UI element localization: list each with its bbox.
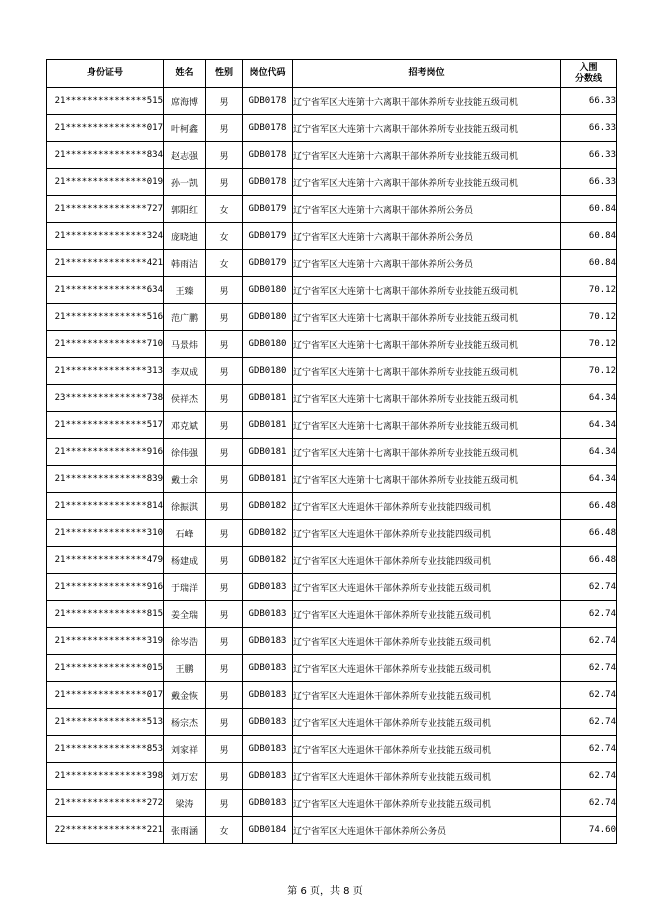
position-cell: 辽宁省军区大连退休干部休养所专业技能五级司机: [293, 736, 561, 763]
cutoff-score-cell: 66.33: [561, 88, 617, 115]
id-number-cell: 21***************727: [47, 196, 164, 223]
gender-cell: 女: [206, 196, 243, 223]
position-code-cell: GDB0183: [243, 682, 293, 709]
cutoff-score-cell: 70.12: [561, 331, 617, 358]
position-code-cell: GDB0183: [243, 601, 293, 628]
id-number-cell: 21***************310: [47, 520, 164, 547]
position-code-cell: GDB0180: [243, 277, 293, 304]
gender-cell: 男: [206, 493, 243, 520]
position-code-cell: GDB0181: [243, 439, 293, 466]
position-cell: 辽宁省军区大连第十六离职干部休养所专业技能五级司机: [293, 142, 561, 169]
name-cell: 庞晓迪: [164, 223, 206, 250]
position-code-cell: GDB0179: [243, 223, 293, 250]
position-code-cell: GDB0183: [243, 709, 293, 736]
header-position: 招考岗位: [293, 60, 561, 88]
gender-cell: 男: [206, 682, 243, 709]
table-row: [47, 358, 617, 385]
table-row: [47, 817, 617, 844]
position-cell: 辽宁省军区大连第十七离职干部休养所专业技能五级司机: [293, 304, 561, 331]
id-number-cell: 21***************019: [47, 169, 164, 196]
cutoff-score-cell: 60.84: [561, 196, 617, 223]
cutoff-score-cell: 66.33: [561, 115, 617, 142]
table-row: [47, 493, 617, 520]
cutoff-score-cell: 62.74: [561, 709, 617, 736]
position-cell: 辽宁省军区大连退休干部休养所专业技能五级司机: [293, 601, 561, 628]
name-cell: 叶柯鑫: [164, 115, 206, 142]
gender-cell: 男: [206, 115, 243, 142]
gender-cell: 男: [206, 331, 243, 358]
position-code-cell: GDB0180: [243, 304, 293, 331]
table-row: [47, 331, 617, 358]
cutoff-score-cell: 64.34: [561, 439, 617, 466]
position-cell: 辽宁省军区大连退休干部休养所专业技能五级司机: [293, 790, 561, 817]
position-code-cell: GDB0180: [243, 358, 293, 385]
id-number-cell: 21***************517: [47, 412, 164, 439]
gender-cell: 男: [206, 439, 243, 466]
header-position-code: 岗位代码: [243, 60, 293, 88]
id-number-cell: 21***************513: [47, 709, 164, 736]
header-cutoff-score: [561, 60, 617, 88]
gender-cell: 男: [206, 520, 243, 547]
name-cell: 徐伟强: [164, 439, 206, 466]
table-row: [47, 466, 617, 493]
gender-cell: 男: [206, 88, 243, 115]
position-code-cell: GDB0183: [243, 574, 293, 601]
cutoff-score-cell: 62.74: [561, 763, 617, 790]
table-row: [47, 196, 617, 223]
id-number-cell: 21***************815: [47, 601, 164, 628]
header-gender: 性别: [206, 60, 243, 88]
position-code-cell: GDB0183: [243, 763, 293, 790]
position-code-cell: GDB0180: [243, 331, 293, 358]
cutoff-score-cell: 66.33: [561, 169, 617, 196]
name-cell: 李双成: [164, 358, 206, 385]
gender-cell: 女: [206, 817, 243, 844]
id-number-cell: 21***************515: [47, 88, 164, 115]
name-cell: 姜全瑞: [164, 601, 206, 628]
id-number-cell: 21***************853: [47, 736, 164, 763]
gender-cell: 男: [206, 655, 243, 682]
gender-cell: 女: [206, 223, 243, 250]
position-cell: 辽宁省军区大连第十七离职干部休养所专业技能五级司机: [293, 466, 561, 493]
name-cell: 席海博: [164, 88, 206, 115]
gender-cell: 男: [206, 169, 243, 196]
table-row: [47, 736, 617, 763]
id-number-cell: 21***************710: [47, 331, 164, 358]
cutoff-score-cell: 70.12: [561, 358, 617, 385]
position-code-cell: GDB0178: [243, 115, 293, 142]
position-code-cell: GDB0183: [243, 790, 293, 817]
header-name: 姓名: [164, 60, 206, 88]
id-number-cell: 21***************313: [47, 358, 164, 385]
position-cell: 辽宁省军区大连退休干部休养所专业技能五级司机: [293, 709, 561, 736]
id-number-cell: 21***************479: [47, 547, 164, 574]
table-row: [47, 790, 617, 817]
gender-cell: 男: [206, 304, 243, 331]
position-cell: 辽宁省军区大连退休干部休养所专业技能五级司机: [293, 763, 561, 790]
table-row: [47, 88, 617, 115]
position-cell: 辽宁省军区大连第十六离职干部休养所专业技能五级司机: [293, 169, 561, 196]
position-code-cell: GDB0183: [243, 628, 293, 655]
gender-cell: 男: [206, 385, 243, 412]
name-cell: 徐岑浩: [164, 628, 206, 655]
name-cell: 戴金恢: [164, 682, 206, 709]
name-cell: 张雨涵: [164, 817, 206, 844]
position-code-cell: GDB0178: [243, 169, 293, 196]
cutoff-score-cell: 62.74: [561, 790, 617, 817]
gender-cell: 男: [206, 412, 243, 439]
position-cell: 辽宁省军区大连第十七离职干部休养所专业技能五级司机: [293, 331, 561, 358]
table-row: [47, 385, 617, 412]
position-cell: 辽宁省军区大连退休干部休养所公务员: [293, 817, 561, 844]
name-cell: 杨建成: [164, 547, 206, 574]
position-code-cell: GDB0181: [243, 412, 293, 439]
table-row: [47, 250, 617, 277]
name-cell: 于瑞洋: [164, 574, 206, 601]
position-cell: 辽宁省军区大连第十七离职干部休养所专业技能五级司机: [293, 412, 561, 439]
cutoff-score-cell: 74.60: [561, 817, 617, 844]
cutoff-score-cell: 62.74: [561, 655, 617, 682]
table-row: [47, 763, 617, 790]
table-row: [47, 142, 617, 169]
gender-cell: 男: [206, 358, 243, 385]
position-cell: 辽宁省军区大连退休干部休养所专业技能五级司机: [293, 574, 561, 601]
position-cell: 辽宁省军区大连第十七离职干部休养所专业技能五级司机: [293, 385, 561, 412]
gender-cell: 女: [206, 250, 243, 277]
cutoff-score-cell: 62.74: [561, 574, 617, 601]
position-code-cell: GDB0178: [243, 142, 293, 169]
name-cell: 孙一凯: [164, 169, 206, 196]
cutoff-score-cell: 70.12: [561, 277, 617, 304]
id-number-cell: 21***************272: [47, 790, 164, 817]
id-number-cell: 21***************398: [47, 763, 164, 790]
id-number-cell: 21***************516: [47, 304, 164, 331]
gender-cell: 男: [206, 574, 243, 601]
table-row: [47, 304, 617, 331]
table-row: [47, 682, 617, 709]
table-row: [47, 277, 617, 304]
name-cell: 邓克斌: [164, 412, 206, 439]
id-number-cell: 21***************916: [47, 574, 164, 601]
name-cell: 赵志强: [164, 142, 206, 169]
position-code-cell: GDB0182: [243, 547, 293, 574]
cutoff-score-cell: 66.33: [561, 142, 617, 169]
table-row: [47, 709, 617, 736]
name-cell: 梁涛: [164, 790, 206, 817]
id-number-cell: 21***************017: [47, 682, 164, 709]
position-cell: 辽宁省军区大连第十七离职干部休养所专业技能五级司机: [293, 358, 561, 385]
name-cell: 韩雨洁: [164, 250, 206, 277]
id-number-cell: 21***************834: [47, 142, 164, 169]
table-body: [47, 88, 617, 844]
position-cell: 辽宁省军区大连退休干部休养所专业技能四级司机: [293, 520, 561, 547]
table-row: [47, 169, 617, 196]
table-row: [47, 655, 617, 682]
position-cell: 辽宁省军区大连退休干部休养所专业技能五级司机: [293, 655, 561, 682]
cutoff-score-cell: 70.12: [561, 304, 617, 331]
position-cell: 辽宁省军区大连退休干部休养所专业技能五级司机: [293, 628, 561, 655]
position-code-cell: GDB0184: [243, 817, 293, 844]
gender-cell: 男: [206, 601, 243, 628]
cutoff-score-cell: 62.74: [561, 601, 617, 628]
table-row: [47, 547, 617, 574]
name-cell: 王臻: [164, 277, 206, 304]
id-number-cell: 23***************738: [47, 385, 164, 412]
position-cell: 辽宁省军区大连第十六离职干部休养所公务员: [293, 196, 561, 223]
cutoff-score-cell: 62.74: [561, 628, 617, 655]
id-number-cell: 22***************221: [47, 817, 164, 844]
name-cell: 石峰: [164, 520, 206, 547]
position-code-cell: GDB0178: [243, 88, 293, 115]
table-row: [47, 115, 617, 142]
position-code-cell: GDB0182: [243, 520, 293, 547]
gender-cell: 男: [206, 763, 243, 790]
position-code-cell: GDB0181: [243, 385, 293, 412]
position-code-cell: GDB0181: [243, 466, 293, 493]
cutoff-score-cell: 64.34: [561, 385, 617, 412]
table-row: [47, 628, 617, 655]
cutoff-score-cell: 62.74: [561, 682, 617, 709]
id-number-cell: 21***************015: [47, 655, 164, 682]
header-cutoff-score-line2: 分数线: [574, 73, 602, 84]
position-cell: 辽宁省军区大连第十六离职干部休养所公务员: [293, 223, 561, 250]
id-number-cell: 21***************814: [47, 493, 164, 520]
id-number-cell: 21***************916: [47, 439, 164, 466]
candidate-table: [46, 59, 617, 844]
gender-cell: 男: [206, 628, 243, 655]
id-number-cell: 21***************319: [47, 628, 164, 655]
table-row: [47, 520, 617, 547]
header-id-number: 身份证号: [47, 60, 164, 88]
name-cell: 刘万宏: [164, 763, 206, 790]
position-code-cell: GDB0182: [243, 493, 293, 520]
cutoff-score-cell: 66.48: [561, 547, 617, 574]
table-row: [47, 223, 617, 250]
position-cell: 辽宁省军区大连退休干部休养所专业技能四级司机: [293, 547, 561, 574]
name-cell: 刘家祥: [164, 736, 206, 763]
cutoff-score-cell: 60.84: [561, 223, 617, 250]
cutoff-score-cell: 66.48: [561, 520, 617, 547]
position-cell: 辽宁省军区大连第十六离职干部休养所公务员: [293, 250, 561, 277]
id-number-cell: 21***************839: [47, 466, 164, 493]
cutoff-score-cell: 64.34: [561, 466, 617, 493]
id-number-cell: 21***************634: [47, 277, 164, 304]
gender-cell: 男: [206, 547, 243, 574]
name-cell: 王鹏: [164, 655, 206, 682]
position-code-cell: GDB0179: [243, 196, 293, 223]
name-cell: 戴士余: [164, 466, 206, 493]
name-cell: 徐振淇: [164, 493, 206, 520]
position-cell: 辽宁省军区大连退休干部休养所专业技能五级司机: [293, 682, 561, 709]
position-cell: 辽宁省军区大连第十六离职干部休养所专业技能五级司机: [293, 88, 561, 115]
position-code-cell: GDB0183: [243, 655, 293, 682]
name-cell: 马景炜: [164, 331, 206, 358]
cutoff-score-cell: 66.48: [561, 493, 617, 520]
gender-cell: 男: [206, 709, 243, 736]
id-number-cell: 21***************421: [47, 250, 164, 277]
cutoff-score-cell: 60.84: [561, 250, 617, 277]
gender-cell: 男: [206, 277, 243, 304]
position-cell: 辽宁省军区大连第十七离职干部休养所专业技能五级司机: [293, 277, 561, 304]
table-row: [47, 439, 617, 466]
name-cell: 侯祥杰: [164, 385, 206, 412]
position-cell: 辽宁省军区大连退休干部休养所专业技能四级司机: [293, 493, 561, 520]
cutoff-score-cell: 62.74: [561, 736, 617, 763]
position-code-cell: GDB0179: [243, 250, 293, 277]
gender-cell: 男: [206, 736, 243, 763]
position-cell: 辽宁省军区大连第十六离职干部休养所专业技能五级司机: [293, 115, 561, 142]
gender-cell: 男: [206, 466, 243, 493]
page-footer: 第 6 页，共 8 页: [287, 886, 363, 897]
id-number-cell: 21***************324: [47, 223, 164, 250]
cutoff-score-cell: 64.34: [561, 412, 617, 439]
table-header-row: [47, 60, 617, 88]
table-row: [47, 574, 617, 601]
id-number-cell: 21***************017: [47, 115, 164, 142]
table-row: [47, 412, 617, 439]
table-row: [47, 601, 617, 628]
position-code-cell: GDB0183: [243, 736, 293, 763]
gender-cell: 男: [206, 790, 243, 817]
name-cell: 郭阳红: [164, 196, 206, 223]
position-cell: 辽宁省军区大连第十七离职干部休养所专业技能五级司机: [293, 439, 561, 466]
name-cell: 范广鹏: [164, 304, 206, 331]
gender-cell: 男: [206, 142, 243, 169]
header-cutoff-score-line1: 入围: [579, 62, 598, 73]
name-cell: 杨宗杰: [164, 709, 206, 736]
